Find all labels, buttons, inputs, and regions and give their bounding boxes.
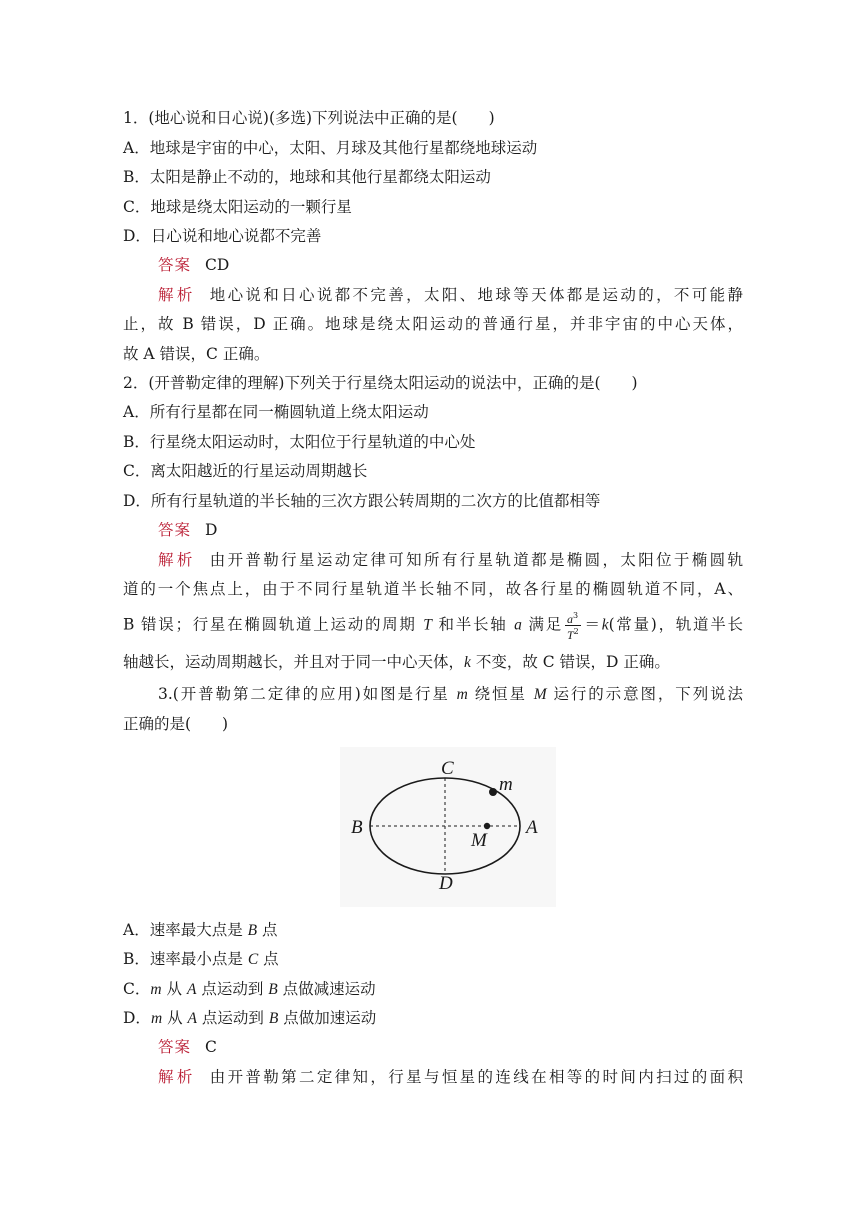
- label-D: D: [439, 873, 453, 894]
- q1-option-a: A．地球是宇宙的中心，太阳、月球及其他行星都绕地球运动: [123, 139, 538, 157]
- var-k: k: [464, 654, 471, 671]
- q3-option-b: B．速率最小点是 C 点: [123, 950, 279, 968]
- q2-option-c: C．离太阳越近的行星运动周期越长: [123, 462, 368, 480]
- q1-analysis-line3: 故 A 错误，C 正确。: [123, 345, 270, 363]
- var-k: k: [601, 616, 609, 634]
- answer-label: 答案: [158, 256, 192, 274]
- q3-answer-row: [158, 1037, 778, 1057]
- q1-analysis-line2: 止，故 B 错误，D 正确。地球是绕太阳运动的普通行星，并非宇宙的中心天体，: [123, 315, 743, 333]
- answer-label: 答案: [158, 1038, 192, 1056]
- q3-option-d: D．m 从 A 点运动到 B 点做加速运动: [123, 1009, 377, 1027]
- q1-option-b: B．太阳是静止不动的，地球和其他行星都绕太阳运动: [123, 168, 491, 186]
- q1-option-d: D．日心说和地心说都不完善: [123, 227, 322, 245]
- q3-option-c: C．m 从 A 点运动到 B 点做减速运动: [123, 980, 376, 998]
- q1-option-c: C．地球是绕太阳运动的一颗行星: [123, 198, 352, 216]
- star-M-dot: [484, 823, 490, 829]
- label-B: B: [351, 817, 363, 838]
- q3-analysis-line1: [158, 1067, 743, 1087]
- q2-analysis-line1: [158, 550, 743, 570]
- var-m: m: [456, 686, 468, 703]
- q1-answer-row: [158, 255, 778, 275]
- q3-stem-line2: 正确的是( ): [123, 715, 229, 733]
- q3-option-a: A．速率最大点是 B 点: [123, 921, 278, 939]
- q3-analysis-text: 由开普勒第二定律知，行星与恒星的连线在相等的时间内扫过的面积: [209, 1068, 743, 1086]
- q3-stem-line1: 3.(开普勒第二定律的应用)如图是行星 m 绕恒星 M 运行的示意图，下列说法: [158, 685, 744, 703]
- var-T: T: [423, 616, 432, 634]
- q1-analysis-line1: [158, 285, 743, 305]
- q2-option-a: A．所有行星都在同一椭圆轨道上绕太阳运动: [123, 403, 429, 421]
- q2-stem: 2．(开普勒定律的理解)下列关于行星绕太阳运动的说法中，正确的是( ): [123, 374, 638, 392]
- q3-answer: C: [205, 1038, 217, 1056]
- q1-analysis-text: 地心说和日心说都不完善，太阳、地球等天体都是运动的，不可能静: [209, 286, 743, 304]
- q2-analysis-line4: 轴越长，运动周期越长，并且对于同一中心天体，k 不变，故 C 错误，D 正确。: [123, 653, 670, 671]
- fraction-a3-over-t2: $\frac{a^3}{T^2}$: [566, 611, 579, 642]
- orbit-diagram: [340, 747, 556, 907]
- label-M: M: [471, 830, 487, 851]
- q2-analysis-line3: B 错误；行星在椭圆轨道上运动的周期 T 和半长轴 a 满足 $\frac{a^3}{T^2}$ ＝k(常量)，轨道半长: [123, 611, 743, 642]
- q2-analysis-text: 由开普勒行星运动定律可知所有行星轨道都是椭圆，太阳位于椭圆轨: [209, 551, 743, 569]
- analysis-label: 解析: [158, 551, 196, 569]
- analysis-label: 解析: [158, 286, 196, 304]
- analysis-label: 解析: [158, 1068, 196, 1086]
- label-m: m: [499, 774, 513, 795]
- q2-analysis-line2: 道的一个焦点上，由于不同行星轨道半长轴不同，故各行星的椭圆轨道不同，A、: [123, 580, 743, 598]
- q1-stem: 1．(地心说和日心说)(多选)下列说法中正确的是( ): [123, 109, 495, 127]
- q2-answer: D: [205, 521, 218, 539]
- q2-option-d: D．所有行星轨道的半长轴的三次方跟公转周期的二次方的比值都相等: [123, 492, 601, 510]
- q2-option-b: B．行星绕太阳运动时，太阳位于行星轨道的中心处: [123, 433, 476, 451]
- planet-m-dot: [489, 788, 497, 796]
- label-A: A: [526, 817, 538, 838]
- var-M: M: [533, 686, 547, 703]
- q2-answer-row: [158, 520, 778, 540]
- label-C: C: [441, 758, 454, 779]
- q1-answer: CD: [205, 256, 230, 274]
- answer-label: 答案: [158, 521, 192, 539]
- var-a: a: [514, 616, 522, 634]
